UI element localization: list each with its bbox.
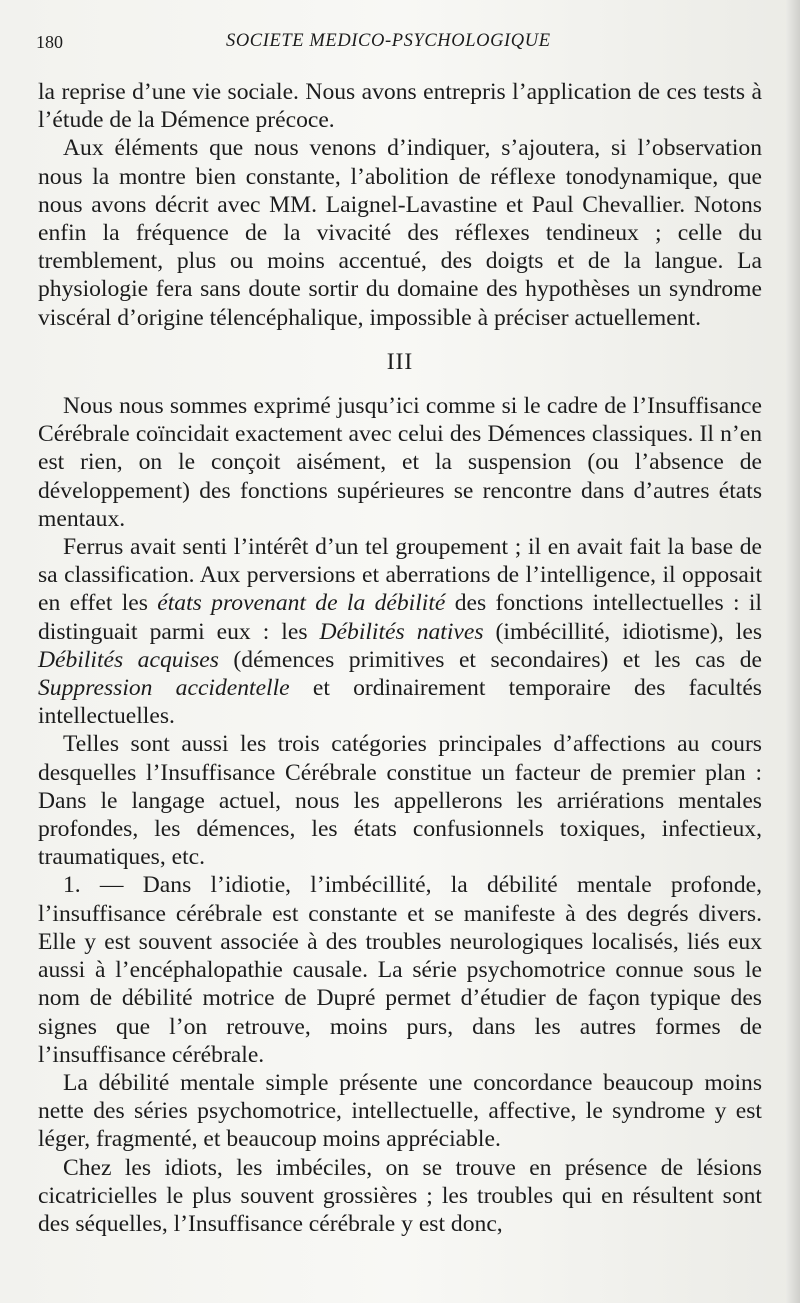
italic-phrase: états provenant de la débilité	[157, 590, 446, 617]
text-run: et ordinairement temporaire des facultés intellectuelles.	[38, 675, 762, 730]
paragraph-ferrus	[38, 533, 762, 730]
text-run: (imbécillité, idiotisme), les	[483, 618, 762, 645]
text-run: Ferrus avait senti l’intérêt d’un tel groupement ; il en avait fait la base de sa classification. Aux perversions et aberrations de l’intelligence, il opposait en effet les	[38, 534, 762, 617]
page-header	[36, 30, 766, 56]
italic-phrase: Suppression accidentelle	[38, 675, 290, 702]
body-text	[38, 78, 762, 1238]
running-head: SOCIETE MEDICO-PSYCHOLOGIQUE	[226, 31, 551, 51]
italic-phrase: Débilités natives	[319, 618, 484, 645]
paragraph: Telles sont aussi les trois catégories principales d’affections au cours desquelles l’Insuffisance Cérébrale constitue un facteur de premier plan : Dans le langage actuel, nous les appellerons les arriérations mentales profondes, les démences, les états confusionnels toxiques, infectieux, traumatiques, etc.	[38, 731, 762, 871]
paragraph: Nous nous sommes exprimé jusqu’ici comme si le cadre de l’Insuffisance Cérébrale coïncidait exactement avec celui des Démences classiques. Il n’en est rien, on le conçoit aisément, et la suspension (ou l’absence de développement) des fonctions supérieures se rencontre dans d’autres états mentaux.	[38, 393, 762, 532]
text-run: (démences primitives et secondaires) et les cas de	[218, 646, 762, 673]
paragraph: La débilité mentale simple présente une concordance beaucoup moins nette des séries psychomotrice, intellectuelle, affective, le syndrome y est léger, fragmenté, et beaucoup moins appréciable.	[38, 1069, 762, 1153]
page-edge-shadow	[786, 0, 800, 1303]
paragraph-continuation: la reprise d’une vie sociale. Nous avons entrepris l’application de ces tests à l’étude de la Démence précoce.	[38, 79, 762, 134]
section-heading: III	[386, 348, 414, 375]
paragraph: Aux éléments que nous venons d’indiquer, s’ajoutera, si l’observation nous la montre bien constante, l’abolition de réflexe tonodynamique, que nous avons décrit avec MM. Laignel-Lavastine et Paul Chevallier. Notons enfin la fréquence de la vivacité des réflexes tendineux ; celle du tremblement, plus ou moins accentué, des doigts et de la langue. La physiologie fera sans doute sortir du domaine des hypothèses un syndrome viscéral d’origine télencéphalique, impossible à préciser actuellement.	[38, 135, 762, 331]
paragraph-numbered: 1. — Dans l’idiotie, l’imbécillité, la débilité mentale profonde, l’insuffisance cérébrale est constante et se manifeste à des degrés divers. Elle y est souvent associée à des troubles neurologiques localisés, liés eux aussi à l’encéphalopathie causale. La série psychomotrice connue sous le nom de débilité motrice de Dupré permet d’étudier de façon typique des signes que l’on retrouve, moins purs, dans les autres formes de l’insuffisance cérébrale.	[38, 872, 762, 1068]
page-number: 180	[36, 32, 63, 52]
italic-phrase: Débilités acquises	[38, 646, 219, 673]
text-run: des fonctions intellectuelles : il distinguait parmi eux : les	[38, 590, 762, 645]
paragraph: Chez les idiots, les imbéciles, on se trouve en présence de lésions cicatricielles le plus souvent grossières ; les troubles qui en résultent sont des séquelles, l’Insuffisance cérébrale y est donc,	[38, 1154, 762, 1237]
